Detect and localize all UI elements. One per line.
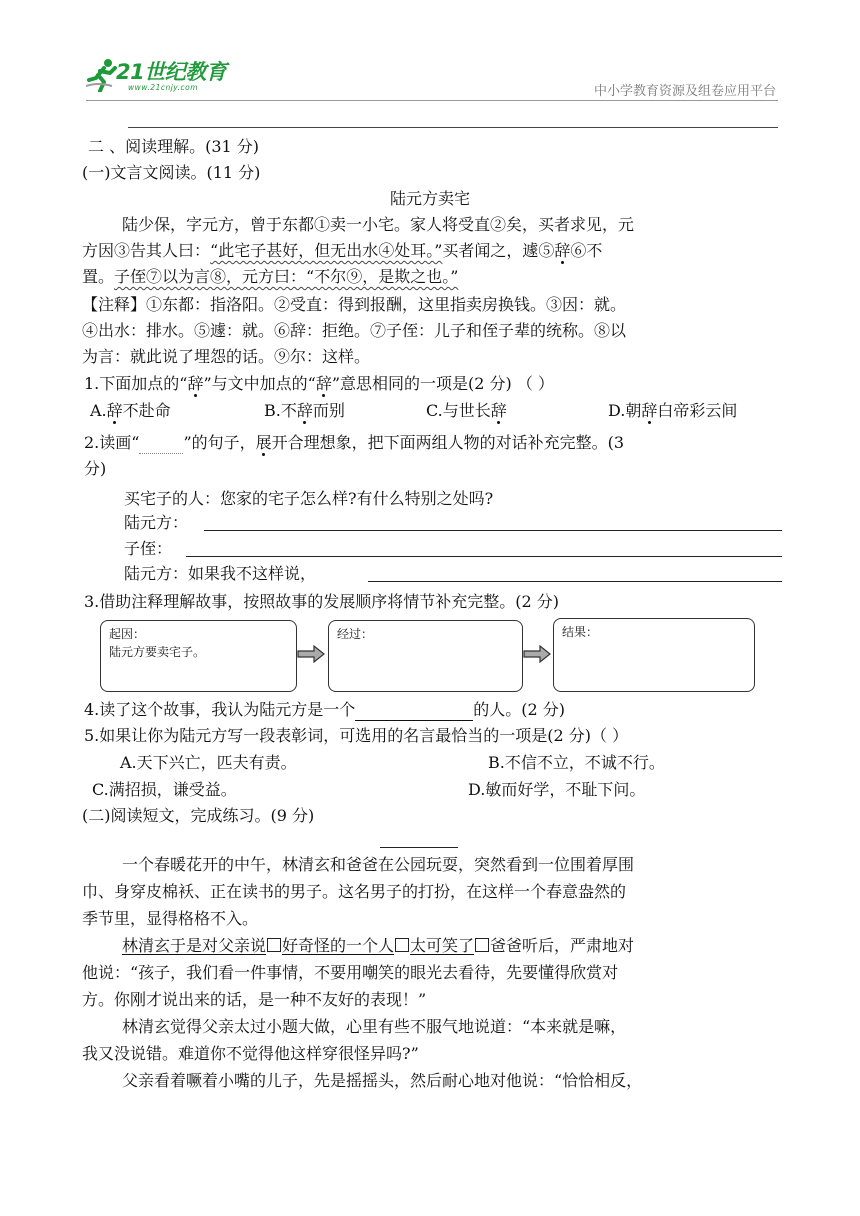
text-span: ”的句子， — [183, 433, 256, 452]
option-b[interactable]: B.不信不立，不诚不行。 — [488, 753, 665, 772]
passage-line — [82, 266, 458, 288]
passage-title: 陆元方卖宅 — [389, 189, 470, 208]
arrow-right-icon — [296, 645, 326, 663]
underlined-text: 好奇怪的一个人 — [282, 936, 395, 955]
answer-line[interactable] — [204, 530, 782, 531]
text-span: 4.读了这个故事，我认为陆元方是一个 — [84, 700, 356, 719]
punctuation-box[interactable] — [395, 938, 409, 952]
text-span: D.朝 — [608, 401, 642, 420]
text-span: 1.下面加点的“ — [84, 374, 188, 393]
passage-line — [82, 240, 602, 262]
passage-line — [122, 935, 634, 957]
passage-line: 巾、身穿皮棉袄、正在读书的男子。这名男子的打扮，在这样一个春意盎然的 — [82, 882, 627, 901]
part1-heading: (一)文言文阅读。(11 分) — [82, 163, 261, 182]
header-divider — [86, 100, 778, 101]
box-label: 结果： — [562, 625, 599, 639]
text-span: 置。 — [82, 267, 115, 286]
text-span: 而别 — [312, 401, 345, 420]
question-4 — [84, 699, 565, 721]
plot-box-cause[interactable] — [100, 620, 297, 692]
text-span: 的人。(2 分) — [473, 700, 566, 719]
annotation-line: 【注释】①东都：指洛阳。②受直：得到报酬，这里指卖房换钱。③因：就。 — [82, 295, 627, 314]
section-heading: 二 、阅读理解。(31 分) — [88, 137, 260, 156]
header-rule — [128, 127, 778, 128]
option-b[interactable] — [264, 400, 345, 422]
option-a[interactable]: A.天下兴亡，匹夫有责。 — [120, 753, 297, 772]
wavy-underlined-text: “此宅子甚好，但无出水④处耳。” — [210, 241, 443, 260]
text-span: ”意思相同的一项是(2 分) （ ） — [331, 374, 554, 393]
dialogue-line: 买宅子的人：您家的宅子怎么样?有什么特别之处吗? — [124, 489, 494, 508]
text-span: ⑥不 — [570, 241, 603, 260]
dotted-char: 辞 — [641, 401, 658, 420]
option-d[interactable]: D.敏而好学，不耻下问。 — [468, 780, 646, 799]
dotted-char: 辞 — [554, 241, 571, 260]
platform-name: 中小学教育资源及组卷应用平台 — [593, 84, 776, 99]
text-span: 爸爸听后，严肃地对 — [490, 936, 635, 955]
text-span: 陆元方：如果我不这样说， — [124, 564, 317, 583]
dotted-char: 辞 — [106, 401, 123, 420]
punctuation-box[interactable] — [475, 938, 489, 952]
punctuation-box[interactable] — [267, 938, 281, 952]
passage-line: 林清玄觉得父亲太过小题大做，心里有些不服气地说道：“本来就是嘛， — [122, 1017, 627, 1036]
passage-line: 父亲看着噘着小嘴的儿子，先是摇摇头，然后耐心地对他说：“恰恰相反， — [122, 1071, 643, 1090]
part2-heading: (二)阅读短文，完成练习。(9 分) — [82, 806, 315, 825]
text-span: 2.读画“ — [84, 433, 140, 452]
passage-line: 他说：“孩子，我们看一件事情，不要用嘲笑的眼光去看待，先要懂得欣赏对 — [82, 963, 619, 982]
text-span: 不赴命 — [122, 401, 171, 420]
text-span: 子侄： — [124, 539, 173, 558]
dotted-char: 辞 — [315, 374, 332, 393]
annotation-line: ④出水：排水。⑤遽：就。⑥辞：拒绝。⑦子侄：儿子和侄子辈的统称。⑧以 — [82, 321, 627, 340]
dotted-char: 展 — [255, 433, 272, 452]
logo-text: 21世纪教育 — [116, 60, 227, 84]
passage-line: 一个春暖花开的中午，林清玄和爸爸在公园玩耍，突然看到一位围着厚围 — [122, 855, 635, 874]
text-span: 开合理想象，把下面两组人物的对话补充完整。(3 — [271, 433, 625, 452]
text-span: 白帝彩云间 — [657, 401, 738, 420]
underlined-text: 林清玄于是对父亲说 — [122, 936, 267, 955]
text-span: 方因③告其人曰： — [82, 241, 211, 260]
question-5: 5.如果让你为陆元方写一段表彰词，可选用的名言最恰当的一项是(2 分)（ ） — [84, 726, 629, 745]
wavy-underlined-text: 子侄⑦以为言⑧，元方曰：“不尔⑨，是欺之也。” — [114, 267, 459, 286]
arrow-right-icon — [522, 645, 552, 663]
text-span: ”与文中加点的“ — [203, 374, 316, 393]
plot-box-process[interactable] — [328, 620, 523, 692]
dialogue-line — [124, 563, 316, 585]
option-c[interactable]: C.满招损，谦受益。 — [92, 780, 237, 799]
dotted-char: 辞 — [490, 401, 507, 420]
text-span: 陆元方： — [124, 513, 189, 532]
option-c[interactable] — [426, 400, 507, 422]
dotted-char: 辞 — [296, 401, 313, 420]
logo-url: www.21cnjy.com — [128, 83, 199, 92]
text-span: B.不 — [264, 401, 297, 420]
site-logo — [86, 56, 236, 100]
option-d[interactable] — [608, 400, 737, 422]
passage-line: 陆少保，字元方，曾于东都①卖一小宅。家人将受直②矣，买者求见，元 — [122, 215, 635, 234]
dotted-char: 辞 — [187, 374, 204, 393]
passage-line: 我又没说错。难道你不觉得他这样穿很怪异吗?” — [82, 1044, 419, 1063]
title-blank[interactable] — [380, 847, 458, 848]
question-2-cont: 分) — [84, 459, 107, 478]
box-label: 经过： — [337, 627, 374, 641]
text-span: 买者闻之，遽⑤ — [442, 241, 555, 260]
question-1 — [84, 373, 554, 395]
wavy-line-sample — [139, 439, 183, 454]
annotation-line: 为言：就此说了埋怨的话。⑨尔：这样。 — [82, 347, 371, 366]
plot-box-result[interactable] — [553, 618, 755, 692]
text-span: C.与世长 — [426, 401, 491, 420]
dialogue-line — [124, 538, 172, 560]
runner-logo-icon — [86, 58, 118, 92]
answer-line[interactable] — [368, 581, 782, 582]
passage-line: 季节里，显得格格不入。 — [82, 909, 259, 928]
answer-blank[interactable] — [355, 704, 473, 721]
dialogue-line — [124, 512, 188, 534]
question-3: 3.借助注释理解故事，按照故事的发展顺序将情节补充完整。(2 分) — [84, 592, 560, 611]
text-span: A. — [90, 401, 107, 420]
option-a[interactable] — [90, 400, 171, 422]
answer-line[interactable] — [186, 556, 782, 557]
underlined-text: 太可笑了 — [410, 936, 475, 955]
passage-line: 方。你刚才说出来的话，是一种不友好的表现！” — [82, 990, 427, 1009]
box-label: 起因： 陆元方要卖宅子。 — [109, 627, 206, 659]
question-2 — [84, 432, 624, 454]
